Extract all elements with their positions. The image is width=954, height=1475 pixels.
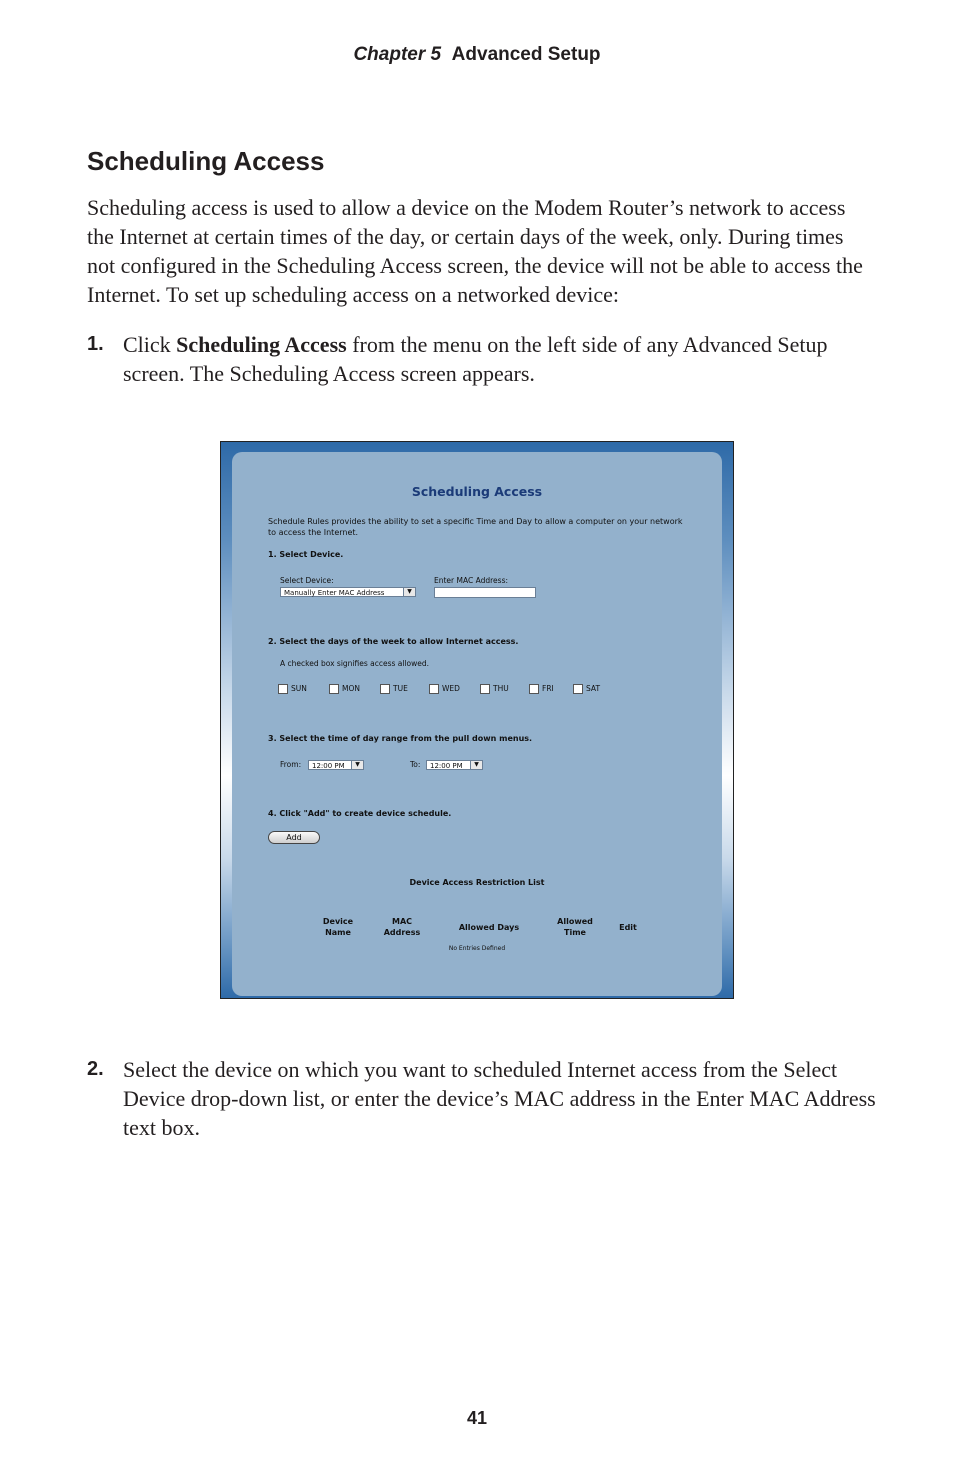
step-number: 2. [87, 1058, 104, 1080]
page-number: 41 [466, 1408, 488, 1428]
checkbox[interactable] [429, 684, 439, 694]
step-1 [87, 330, 877, 388]
from-time-select[interactable]: 12:00 PM ▼ [308, 760, 364, 770]
from-label: From: [280, 760, 302, 769]
section-select-device: 1. Select Device. [268, 550, 344, 559]
checked-note: A checked box signifies access allowed. [280, 659, 430, 668]
page-title: Scheduling Access [87, 146, 325, 176]
day-sat[interactable]: SAT [573, 684, 600, 694]
section-label: Advanced Setup [451, 44, 601, 65]
checkbox[interactable] [529, 684, 539, 694]
step-text: Click Scheduling Access from the menu on the left side of any Advanced Setup screen. The Scheduling Access screen appears. [123, 332, 828, 386]
section-add: 4. Click "Add" to create device schedule. [268, 809, 452, 818]
step-2 [87, 1055, 877, 1142]
day-mon[interactable]: MON [329, 684, 360, 694]
step-bold: Scheduling Access [176, 332, 347, 357]
screenshot-frame [220, 441, 734, 999]
to-label: To: [410, 760, 421, 769]
day-sun[interactable]: SUN [278, 684, 307, 694]
section-days: 2. Select the days of the week to allow Internet access. [268, 637, 519, 646]
running-header [0, 44, 954, 66]
to-time-select[interactable]: 12:00 PM ▼ [426, 760, 483, 770]
chevron-down-icon: ▼ [403, 588, 415, 596]
checkbox[interactable] [329, 684, 339, 694]
intro-paragraph: Scheduling access is used to allow a device on the Modem Router’s network to access the Internet at certain times of the day, or certain days of the week, only. During times not configured in the Scheduling Access screen, the device will not be able to access the Internet. To set up scheduling access on a networked device: [87, 195, 863, 307]
select-device-dropdown[interactable]: Manually Enter MAC Address ▼ [280, 587, 416, 597]
chapter-label: Chapter 5 [353, 44, 442, 65]
chevron-down-icon: ▼ [470, 761, 482, 769]
col-device-name: Device Name [322, 917, 354, 937]
checkbox[interactable] [480, 684, 490, 694]
checkbox[interactable] [573, 684, 583, 694]
mac-label: Enter MAC Address: [434, 576, 509, 585]
no-entries-text: No Entries Defined [448, 945, 506, 952]
col-mac-address: MAC Address [383, 917, 421, 937]
col-allowed-days: Allowed Days [458, 923, 520, 932]
restriction-list-title: Device Access Restriction List [409, 878, 545, 887]
checkbox[interactable] [278, 684, 288, 694]
day-thu[interactable]: THU [480, 684, 509, 694]
panel-description: Schedule Rules provides the ability to set a specific Time and Day to allow a computer on your network to access the Internet. [268, 517, 683, 537]
day-tue[interactable]: TUE [380, 684, 408, 694]
day-fri[interactable]: FRI [529, 684, 554, 694]
add-button[interactable]: Add [268, 831, 320, 844]
step-number: 1. [87, 333, 104, 355]
col-edit: Edit [619, 923, 637, 932]
mac-address-input[interactable] [434, 587, 536, 598]
section-time: 3. Select the time of day range from the pull down menus. [268, 734, 533, 743]
step-text: Select the device on which you want to scheduled Internet access from the Select Device drop-down list, or enter the device’s MAC address in the Enter MAC Address text box. [123, 1057, 876, 1140]
scheduling-panel [232, 452, 722, 996]
checkbox[interactable] [380, 684, 390, 694]
col-allowed-time: Allowed Time [557, 917, 593, 937]
select-device-label: Select Device: [280, 576, 334, 585]
day-wed[interactable]: WED [429, 684, 460, 694]
chevron-down-icon: ▼ [351, 761, 363, 769]
panel-title: Scheduling Access [411, 484, 543, 499]
